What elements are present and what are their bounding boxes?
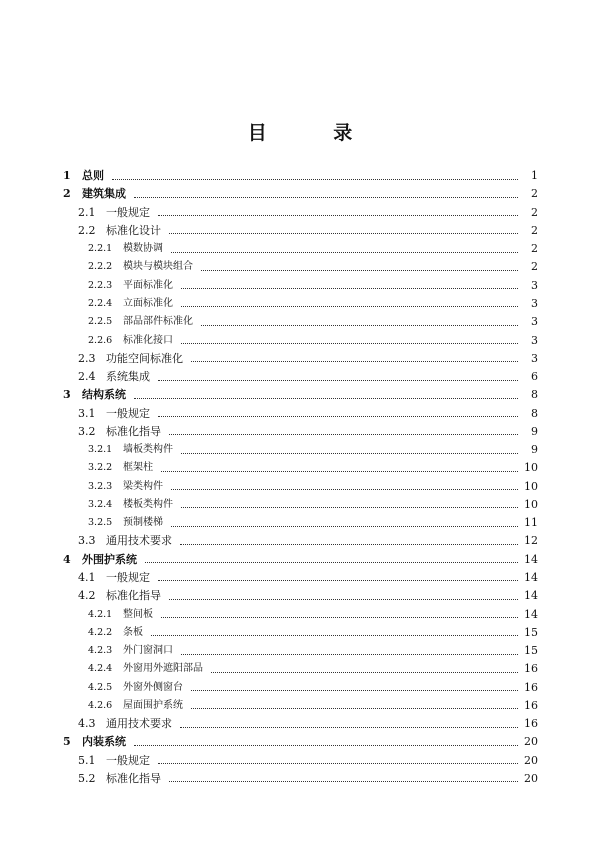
dot-leader: [161, 471, 518, 472]
toc-entry-number: 2.2.1: [88, 243, 113, 255]
toc-entry-page-number: 20: [524, 771, 538, 785]
toc-entry-number: 4.2: [78, 589, 96, 603]
toc-entry-title: 标准化指导: [106, 771, 161, 785]
toc-entry-number: 5: [63, 735, 71, 749]
toc-entry-page-number: 1: [531, 169, 538, 183]
toc-entry-number: 1: [63, 169, 71, 183]
toc-entry-page-number: 14: [524, 589, 538, 603]
toc-entry-title: 一般规定: [106, 406, 150, 420]
toc-entry-number: 3: [63, 388, 71, 402]
toc-entry-number: 2.1: [78, 205, 96, 219]
toc-entry-title: 功能空间标准化: [106, 351, 183, 365]
dot-leader: [134, 197, 518, 198]
toc-entry-number: 5.1: [78, 753, 96, 767]
toc-entry-title: 平面标准化: [123, 279, 173, 291]
toc-entry-number: 4.2.1: [88, 608, 113, 620]
toc-entry-page-number: 9: [531, 424, 538, 438]
toc-entry-page-number: 14: [524, 570, 538, 584]
dot-leader: [134, 745, 518, 746]
toc-entry-title: 屋面围护系统: [123, 699, 183, 711]
toc-entry[interactable]: [0, 404, 600, 422]
toc-entry[interactable]: [0, 459, 600, 477]
toc-entry-number: 4.3: [78, 717, 96, 731]
toc-entry[interactable]: [0, 277, 600, 295]
toc-entry-title: 模数协调: [123, 243, 163, 255]
toc-entry-number: 2.2.5: [88, 316, 113, 328]
toc-entry-page-number: 10: [524, 497, 538, 511]
toc-entry[interactable]: [0, 715, 600, 733]
dot-leader: [180, 727, 518, 728]
toc-entry-number: 4.2.4: [88, 663, 113, 675]
toc-entry-title: 部品部件标准化: [123, 316, 193, 328]
toc-entry-number: 2.2.2: [88, 261, 113, 273]
toc-entry-page-number: 2: [531, 205, 538, 219]
toc-entry[interactable]: [0, 569, 600, 587]
toc-entry[interactable]: [0, 240, 600, 258]
toc-entry-number: 4: [63, 552, 71, 566]
toc-entry-title: 墙板类构件: [123, 444, 173, 456]
toc-entry[interactable]: [0, 185, 600, 203]
toc-entry-number: 2.4: [78, 370, 96, 384]
toc-entry-title: 通用技术要求: [106, 534, 172, 548]
toc-entry[interactable]: [0, 660, 600, 678]
dot-leader: [161, 617, 518, 618]
toc-entry[interactable]: [0, 770, 600, 788]
toc-entry-page-number: 20: [524, 753, 538, 767]
toc-entry-title: 框架柱: [123, 462, 153, 474]
toc-entry-page-number: 3: [531, 333, 538, 347]
toc-entry-title: 内装系统: [82, 735, 126, 749]
toc-entry-title: 标准化指导: [106, 424, 161, 438]
toc-entry[interactable]: [0, 532, 600, 550]
toc-entry-page-number: 8: [531, 406, 538, 420]
toc-entry-title: 通用技术要求: [106, 717, 172, 731]
toc-entry-title: 标准化设计: [106, 223, 161, 237]
toc-entry-page-number: 14: [524, 607, 538, 621]
toc-entry[interactable]: [0, 204, 600, 222]
toc-entry-page-number: 20: [524, 735, 538, 749]
toc-entry-page-number: 3: [531, 278, 538, 292]
table-of-contents: [0, 167, 600, 788]
toc-entry-number: 3.2: [78, 424, 96, 438]
page-title: 目 录: [247, 122, 383, 144]
toc-entry-page-number: 15: [524, 644, 538, 658]
toc-entry-page-number: 2: [531, 187, 538, 201]
toc-entry-number: 5.2: [78, 771, 96, 785]
toc-entry-page-number: 9: [531, 443, 538, 457]
toc-entry[interactable]: [0, 478, 600, 496]
toc-entry[interactable]: [0, 697, 600, 715]
toc-entry-title: 模块与模块组合: [123, 261, 193, 273]
toc-entry-page-number: 10: [524, 479, 538, 493]
dot-leader: [201, 325, 518, 326]
toc-entry-title: 总则: [82, 169, 104, 183]
toc-entry-title: 一般规定: [106, 753, 150, 767]
dot-leader: [134, 398, 518, 399]
toc-entry-page-number: 2: [531, 260, 538, 274]
toc-entry-title: 预制楼梯: [123, 517, 163, 529]
toc-entry[interactable]: [0, 222, 600, 240]
toc-entry[interactable]: [0, 423, 600, 441]
toc-entry[interactable]: [0, 331, 600, 349]
toc-entry[interactable]: [0, 624, 600, 642]
dot-leader: [112, 179, 518, 180]
toc-entry-title: 建筑集成: [82, 187, 126, 201]
dot-leader: [181, 507, 518, 508]
toc-entry-title: 一般规定: [106, 205, 150, 219]
toc-entry-title: 条板: [123, 626, 143, 638]
toc-entry[interactable]: [0, 441, 600, 459]
toc-entry[interactable]: [0, 167, 600, 185]
toc-entry-number: 4.1: [78, 570, 96, 584]
toc-entry-title: 楼板类构件: [123, 498, 173, 510]
toc-entry[interactable]: [0, 733, 600, 751]
dot-leader: [169, 233, 518, 234]
toc-entry[interactable]: [0, 752, 600, 770]
dot-leader: [171, 252, 518, 253]
dot-leader: [181, 654, 518, 655]
dot-leader: [169, 434, 518, 435]
toc-entry-number: 3.2.3: [88, 480, 113, 492]
toc-entry-title: 系统集成: [106, 370, 150, 384]
toc-entry[interactable]: [0, 551, 600, 569]
toc-entry-title: 梁类构件: [123, 480, 163, 492]
dot-leader: [169, 599, 518, 600]
toc-entry-title: 一般规定: [106, 570, 150, 584]
dot-leader: [151, 635, 518, 636]
toc-entry-page-number: 10: [524, 461, 538, 475]
toc-entry-number: 3.2.2: [88, 462, 113, 474]
toc-entry-number: 2.2.3: [88, 279, 113, 291]
dot-leader: [180, 544, 518, 545]
toc-entry-page-number: 8: [531, 388, 538, 402]
toc-entry-title: 外门窗洞口: [123, 645, 173, 657]
toc-entry[interactable]: [0, 642, 600, 660]
toc-entry-page-number: 16: [524, 717, 538, 731]
toc-entry[interactable]: [0, 496, 600, 514]
dot-leader: [211, 672, 518, 673]
toc-entry[interactable]: [0, 605, 600, 623]
dot-leader: [158, 580, 518, 581]
toc-entry[interactable]: [0, 678, 600, 696]
toc-entry-number: 3.2.4: [88, 498, 113, 510]
dot-leader: [145, 562, 518, 563]
toc-entry-page-number: 2: [531, 223, 538, 237]
toc-entry-title: 整间板: [123, 608, 153, 620]
toc-entry-number: 4.2.2: [88, 626, 113, 638]
toc-entry-title: 外窗用外遮阳部品: [123, 663, 203, 675]
dot-leader: [169, 781, 518, 782]
toc-entry-number: 2: [63, 187, 71, 201]
dot-leader: [158, 380, 518, 381]
toc-entry-page-number: 16: [524, 698, 538, 712]
toc-entry-number: 2.2.6: [88, 334, 113, 346]
dot-leader: [158, 763, 518, 764]
toc-entry-number: 4.2.3: [88, 645, 113, 657]
toc-entry[interactable]: [0, 258, 600, 276]
toc-entry-number: 4.2.6: [88, 699, 113, 711]
dot-leader: [191, 690, 518, 691]
toc-entry-title: 标准化指导: [106, 589, 161, 603]
toc-entry-page-number: 2: [531, 242, 538, 256]
toc-entry[interactable]: [0, 368, 600, 386]
toc-entry-title: 标准化接口: [123, 334, 173, 346]
toc-entry-number: 2.2: [78, 223, 96, 237]
toc-entry-title: 结构系统: [82, 388, 126, 402]
dot-leader: [201, 270, 518, 271]
dot-leader: [158, 416, 518, 417]
toc-entry[interactable]: [0, 350, 600, 368]
toc-entry[interactable]: [0, 295, 600, 313]
toc-entry-page-number: 11: [524, 516, 538, 530]
toc-entry-number: 4.2.5: [88, 681, 113, 693]
toc-entry-page-number: 15: [524, 625, 538, 639]
toc-entry-page-number: 3: [531, 315, 538, 329]
dot-leader: [181, 453, 518, 454]
toc-entry-page-number: 14: [524, 552, 538, 566]
dot-leader: [171, 489, 518, 490]
toc-entry-number: 3.2.5: [88, 517, 113, 529]
dot-leader: [191, 361, 518, 362]
dot-leader: [181, 306, 518, 307]
toc-entry-page-number: 3: [531, 351, 538, 365]
toc-entry-number: 3.1: [78, 406, 96, 420]
toc-entry-number: 3.2.1: [88, 444, 113, 456]
toc-entry-title: 外围护系统: [82, 552, 137, 566]
toc-entry-title: 立面标准化: [123, 297, 173, 309]
toc-entry-number: 3.3: [78, 534, 96, 548]
dot-leader: [181, 288, 518, 289]
toc-entry[interactable]: [0, 587, 600, 605]
toc-entry[interactable]: [0, 313, 600, 331]
toc-entry[interactable]: [0, 386, 600, 404]
toc-entry-title: 外窗外侧窗台: [123, 681, 183, 693]
toc-entry-page-number: 3: [531, 296, 538, 310]
dot-leader: [191, 708, 518, 709]
dot-leader: [181, 343, 518, 344]
dot-leader: [171, 526, 518, 527]
toc-entry-number: 2.3: [78, 351, 96, 365]
dot-leader: [158, 215, 518, 216]
toc-entry-page-number: 16: [524, 662, 538, 676]
toc-entry-page-number: 16: [524, 680, 538, 694]
toc-entry-page-number: 6: [531, 370, 538, 384]
toc-entry[interactable]: [0, 514, 600, 532]
toc-entry-page-number: 12: [524, 534, 538, 548]
toc-entry-number: 2.2.4: [88, 297, 113, 309]
